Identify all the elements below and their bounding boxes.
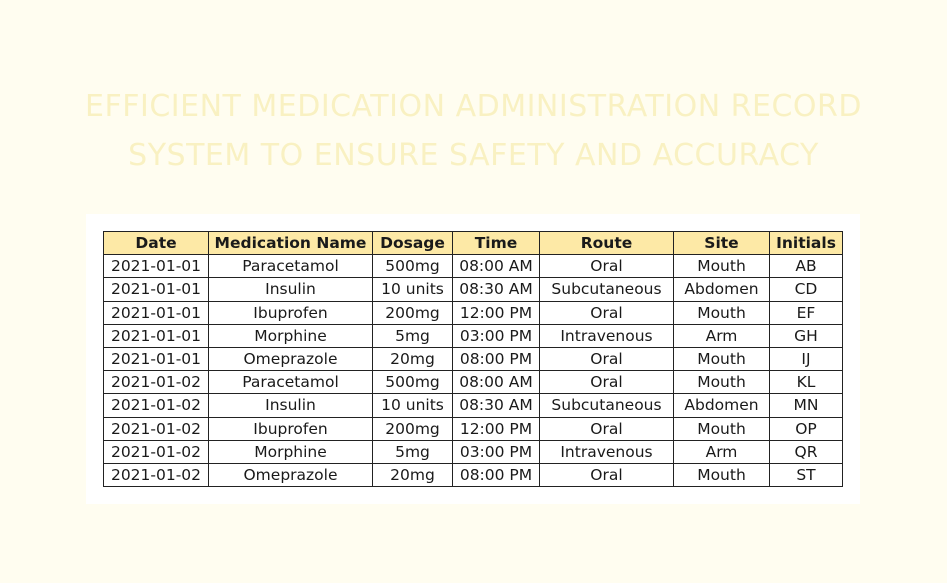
- header-site: Site: [674, 232, 770, 255]
- cell-time: 08:00 PM: [453, 463, 540, 486]
- cell-time: 03:00 PM: [453, 440, 540, 463]
- cell-date: 2021-01-01: [104, 301, 209, 324]
- cell-medication-name: Omeprazole: [209, 347, 373, 370]
- cell-dosage: 5mg: [373, 324, 453, 347]
- header-time: Time: [453, 232, 540, 255]
- cell-date: 2021-01-01: [104, 347, 209, 370]
- table-row: [104, 347, 843, 370]
- cell-site: Arm: [674, 324, 770, 347]
- cell-route: Oral: [540, 371, 674, 394]
- cell-time: 12:00 PM: [453, 417, 540, 440]
- header-dosage: Dosage: [373, 232, 453, 255]
- cell-route: Oral: [540, 463, 674, 486]
- cell-time: 03:00 PM: [453, 324, 540, 347]
- cell-dosage: 500mg: [373, 371, 453, 394]
- cell-initials: OP: [770, 417, 843, 440]
- cell-date: 2021-01-02: [104, 417, 209, 440]
- cell-route: Oral: [540, 301, 674, 324]
- cell-initials: ST: [770, 463, 843, 486]
- cell-time: 08:00 PM: [453, 347, 540, 370]
- cell-time: 08:00 AM: [453, 371, 540, 394]
- cell-time: 12:00 PM: [453, 301, 540, 324]
- cell-site: Mouth: [674, 417, 770, 440]
- cell-dosage: 10 units: [373, 278, 453, 301]
- cell-medication-name: Insulin: [209, 394, 373, 417]
- cell-date: 2021-01-02: [104, 394, 209, 417]
- header-medication-name: Medication Name: [209, 232, 373, 255]
- cell-dosage: 20mg: [373, 347, 453, 370]
- cell-medication-name: Paracetamol: [209, 255, 373, 278]
- cell-initials: IJ: [770, 347, 843, 370]
- header-route: Route: [540, 232, 674, 255]
- cell-date: 2021-01-01: [104, 255, 209, 278]
- cell-route: Subcutaneous: [540, 278, 674, 301]
- cell-route: Oral: [540, 417, 674, 440]
- cell-site: Arm: [674, 440, 770, 463]
- cell-medication-name: Ibuprofen: [209, 417, 373, 440]
- cell-medication-name: Omeprazole: [209, 463, 373, 486]
- table-row: [104, 278, 843, 301]
- page-title-line-2: SYSTEM TO ENSURE SAFETY AND ACCURACY: [128, 138, 819, 173]
- page-title: [0, 82, 947, 180]
- cell-time: 08:00 AM: [453, 255, 540, 278]
- cell-initials: GH: [770, 324, 843, 347]
- cell-dosage: 200mg: [373, 301, 453, 324]
- cell-medication-name: Morphine: [209, 440, 373, 463]
- table-header-row: [104, 232, 843, 255]
- table-row: [104, 255, 843, 278]
- cell-date: 2021-01-02: [104, 440, 209, 463]
- cell-medication-name: Ibuprofen: [209, 301, 373, 324]
- cell-time: 08:30 AM: [453, 394, 540, 417]
- table-row: [104, 417, 843, 440]
- medication-record-table: [103, 231, 843, 487]
- cell-initials: EF: [770, 301, 843, 324]
- cell-site: Mouth: [674, 463, 770, 486]
- cell-site: Mouth: [674, 255, 770, 278]
- cell-medication-name: Insulin: [209, 278, 373, 301]
- cell-route: Intravenous: [540, 440, 674, 463]
- cell-route: Oral: [540, 255, 674, 278]
- cell-initials: QR: [770, 440, 843, 463]
- table-row: [104, 463, 843, 486]
- cell-dosage: 10 units: [373, 394, 453, 417]
- cell-medication-name: Paracetamol: [209, 371, 373, 394]
- cell-site: Mouth: [674, 301, 770, 324]
- cell-dosage: 20mg: [373, 463, 453, 486]
- cell-initials: AB: [770, 255, 843, 278]
- table-row: [104, 440, 843, 463]
- cell-date: 2021-01-02: [104, 463, 209, 486]
- table-row: [104, 301, 843, 324]
- cell-site: Mouth: [674, 347, 770, 370]
- table-row: [104, 394, 843, 417]
- cell-initials: MN: [770, 394, 843, 417]
- table-row: [104, 371, 843, 394]
- cell-site: Mouth: [674, 371, 770, 394]
- cell-time: 08:30 AM: [453, 278, 540, 301]
- header-initials: Initials: [770, 232, 843, 255]
- cell-date: 2021-01-01: [104, 324, 209, 347]
- cell-initials: KL: [770, 371, 843, 394]
- cell-dosage: 5mg: [373, 440, 453, 463]
- cell-route: Oral: [540, 347, 674, 370]
- cell-site: Abdomen: [674, 278, 770, 301]
- cell-site: Abdomen: [674, 394, 770, 417]
- cell-dosage: 200mg: [373, 417, 453, 440]
- cell-date: 2021-01-01: [104, 278, 209, 301]
- cell-route: Subcutaneous: [540, 394, 674, 417]
- page-title-line-1: EFFICIENT MEDICATION ADMINISTRATION RECORD: [85, 89, 862, 124]
- header-date: Date: [104, 232, 209, 255]
- cell-date: 2021-01-02: [104, 371, 209, 394]
- cell-initials: CD: [770, 278, 843, 301]
- table-row: [104, 324, 843, 347]
- cell-dosage: 500mg: [373, 255, 453, 278]
- cell-route: Intravenous: [540, 324, 674, 347]
- cell-medication-name: Morphine: [209, 324, 373, 347]
